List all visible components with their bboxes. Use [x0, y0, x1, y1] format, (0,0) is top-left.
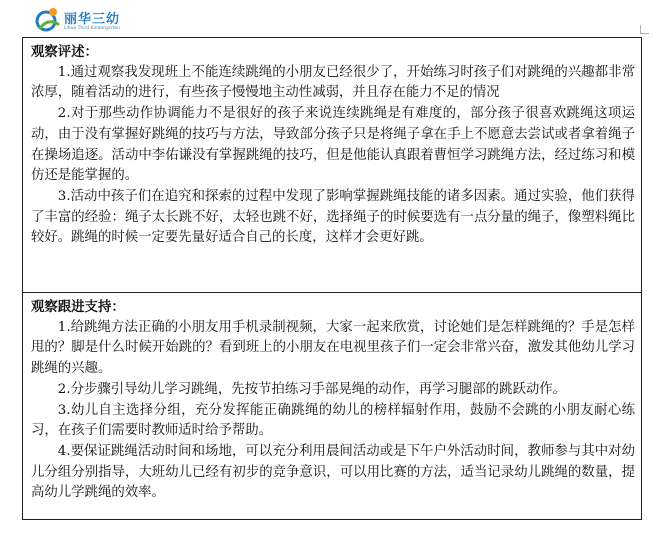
support-paragraph-4: 4.要保证跳绳活动时间和场地，可以充分利用晨间活动或是下午户外活动时间，教师参与其中对幼儿分组分别指导，大班幼儿已经有初步的竞争意识，可以用比赛的方法，适当记录幼儿跳绳的数量，提高幼儿学跳绳的效率。 [31, 443, 635, 501]
kindergarten-logo [34, 6, 154, 36]
observation-paragraph-2: 2.对于那些动作协调能力不是很好的孩子来说连续跳绳是有难度的，部分孩子很喜欢跳绳这项运动，由于没有掌握好跳绳的技巧与方法，导致部分孩子只是将绳子拿在手上不愿意去尝试或者拿着绳子在操场追逐。活动中李佑谦没有掌握跳绳的技巧，但是他能认真跟着曹恒学习跳绳方法，经过练习和模仿还是能掌握的。 [31, 106, 635, 184]
observation-paragraph-1: 1.通过观察我发现班上不能连续跳绳的小朋友已经很少了，开始练习时孩子们对跳绳的兴趣都非常浓厚，随着活动的进行，有些孩子慢慢地主动性减弱，并且存在能力不足的情况 [31, 64, 635, 101]
observation-title: 观察评述： [31, 44, 98, 60]
observation-table [22, 37, 642, 520]
logo-subtitle: Lihua Third Kindergarten [64, 26, 120, 31]
observation-section [23, 38, 641, 293]
support-paragraph-3: 3.幼儿自主选择分组，充分发挥能正确跳绳的幼儿的榜样辐射作用，鼓励不会跳的小朋友耐心练习，在孩子们需要时教师适时给予帮助。 [31, 402, 635, 439]
observation-paragraph-3: 3.活动中孩子们在追究和探索的过程中发现了影响掌握跳绳技能的诸多因素。通过实验，他们获得了丰富的经验：绳子太长跳不好，太轻也跳不好，选择绳子的时候要选有一点分量的绳子，像塑料绳比较好。跳绳的时候一定要先量好适合自己的长度，这样才会更好跳。 [31, 188, 635, 246]
page-header [0, 0, 670, 38]
logo-name: 丽华三幼 [64, 12, 121, 27]
support-title: 观察跟进支持： [31, 299, 125, 315]
logo-emblem-icon [34, 6, 62, 34]
support-paragraph-2: 2.分步骤引导幼儿学习跳绳，先按节拍练习手部晃绳的动作，再学习腿部的跳跃动作。 [57, 381, 567, 397]
support-paragraph-1: 1.给跳绳方法正确的小朋友用手机录制视频，大家一起来欣赏，讨论她们是怎样跳绳的？手是怎样甩的？脚是什么时候开始跳的？看到班上的小朋友在电视里孩子们一定会非常兴奋，激发其他幼儿学习跳绳的兴趣。 [31, 319, 635, 377]
support-section [23, 293, 641, 519]
page-corner-mark [640, 25, 649, 34]
